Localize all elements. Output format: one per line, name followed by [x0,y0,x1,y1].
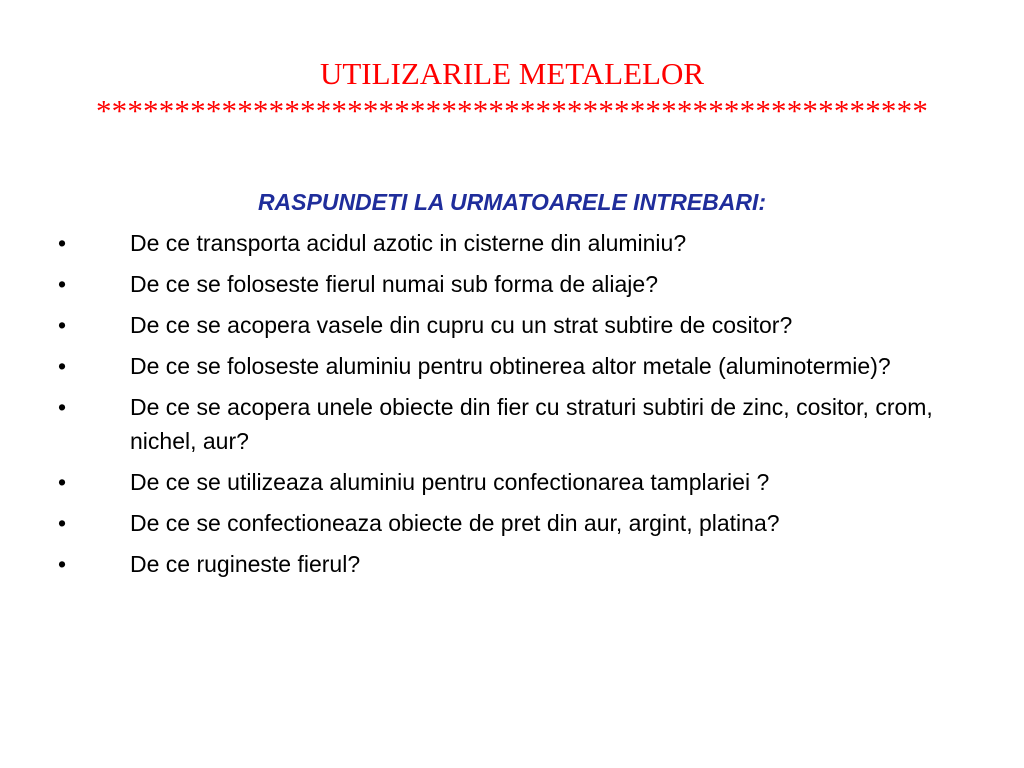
slide-title: UTILIZARILE METALELOR [319,56,705,91]
list-item [58,465,988,499]
question-text: De ce se utilizeaza aluminiu pentru confectionarea tamplariei ? [130,469,770,495]
question-text: De ce rugineste fierul? [130,551,361,577]
list-item [58,390,988,458]
list-item [58,267,988,301]
slide-subtitle: RASPUNDETI LA URMATOARELE INTREBARI: [257,189,767,215]
list-item [58,226,988,260]
question-text: De ce se foloseste fierul numai sub forma de aliaje? [130,271,659,297]
bullet-icon: • [58,312,67,338]
title-block [0,54,1024,128]
list-item [58,308,988,342]
question-text: De ce se confectioneaza obiecte de pret din aur, argint, platina? [130,510,780,536]
bullet-icon: • [58,469,67,495]
list-item [58,547,988,581]
title-decoration: ***************************************************** [95,93,929,128]
bullet-icon: • [58,353,67,379]
question-text: De ce se acopera unele obiecte din fier cu straturi subtiri de zinc, cositor, crom, nichel, aur? [130,394,933,454]
bullet-icon: • [58,510,67,536]
question-list [58,226,988,588]
bullet-icon: • [58,394,67,420]
question-text: De ce se acopera vasele din cupru cu un strat subtire de cositor? [130,312,793,338]
bullet-icon: • [58,230,67,256]
question-text: De ce transporta acidul azotic in cisterne din aluminiu? [130,230,687,256]
bullet-icon: • [58,551,67,577]
list-item [58,349,988,383]
bullet-icon: • [58,271,67,297]
question-text: De ce se foloseste aluminiu pentru obtinerea altor metale (aluminotermie)? [130,353,891,379]
list-item [58,506,988,540]
